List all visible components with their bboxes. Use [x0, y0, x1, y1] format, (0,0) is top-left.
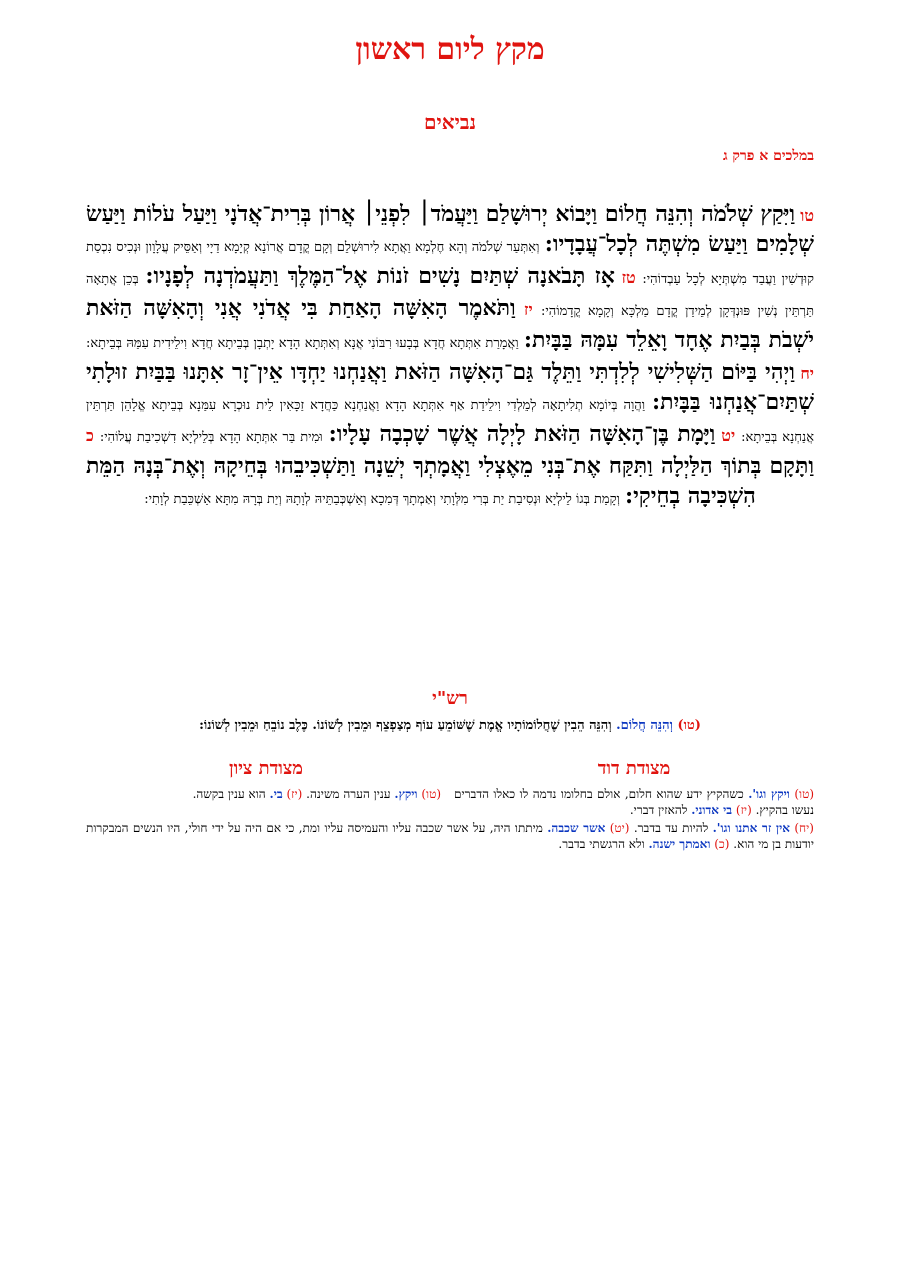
- targum-text: וַהֲוָה בְּיוֹמָא תְלִיתָאָה לְמֵלְדִי וִילֵידַת אַף אִתְּתָא הָדָא וַאֲנַחְנָא כַּחֲדָא זַכָּאִין לֵית נוּכְרָא עִמַּנָא בְּבֵיתָא אֱלָהֵן תַּרְתֵּין אֲנַחְנָא בְּבֵיתָא:: [86, 398, 815, 445]
- targum-text: וְאִתְּעַר שְׁלֹמֹה וְהָא חֶלְמָא וַאֲתָא לִירוּשְׁלֵם וְקָם קֳדָם אֲרוֹנָא קְיָמָא דַיָי וְאַסֵּיק עֲלָוָון וּנְכִיס נִכְסַת קוּדְשִׁין וַעֲבַד מִשְׁתְּיָא לְכָל עַבְדוֹהִי:: [86, 240, 814, 287]
- comment-lemma: בי אדוני.: [691, 803, 733, 817]
- metzudat-david-column: [454, 786, 814, 818]
- comment-lemma: ויקץ.: [394, 787, 418, 801]
- comment-number: (יח): [794, 821, 814, 835]
- rashi-commentary: [86, 717, 814, 733]
- targum-text: וְקָמַת בְּגוֹ לֵילְיָא וּנְסִיבַת יַת בְּרִי מִלְּוָתִי וְאַמְתָךְ דְּמִכָא וְאַשְׁכְּבַתֵּיהּ לְוָתָהּ וְיַת בְּרָהּ מִתָּא אַשְׁכֵּבַת לְוָתִי:: [144, 492, 620, 507]
- targum-text: וַאֲמָרַת אִתְּתָא חֲדָא בְּבָעוּ רִבּוֹנִי אֲנָא וְאִתְּתָא הָדָא יָתְבָן בְּבֵיתָא חֲדָא וִילֵידִית עִמַּהּ בְּבֵיתָא:: [86, 336, 519, 351]
- verse-text: אָז תָּבֹאנָה שְׁתַּיִם נָשִׁים זֹנוֹת אֶל־הַמֶּלֶךְ וַתַּעֲמֹדְנָה לְפָנָיו:: [145, 263, 615, 289]
- comment-text: להאזין דברי.: [629, 803, 688, 817]
- section-title: נביאים: [424, 110, 476, 134]
- comment-number: (טו): [794, 787, 814, 801]
- metzudat-zion-heading: מצודת ציון: [229, 758, 303, 779]
- comment-text: הוא ענין בקשה.: [192, 787, 266, 801]
- scripture-block: [86, 200, 814, 514]
- targum-text: בְּכֵן אֲתָאָה תַּרְתֵּין נְשִׁין פּוּנְדְּקָן לְמֵידַן קֳדָם מַלְכָּא וְקָמָא קֳדָמוֹהִי:: [86, 272, 814, 319]
- comment-lemma: אין זר אתנו וגו'.: [712, 821, 790, 835]
- comment-lemma: אשר שכבה.: [547, 821, 606, 835]
- verse-text: וַיָּמָת בֶּן־הָאִשָּׁה הַזֹּאת לָיְלָה אֲשֶׁר שָׁכְבָה עָלָיו:: [328, 421, 716, 447]
- comment-lemma: ואמתך ישנה.: [648, 837, 711, 851]
- comment-lemma: בי.: [269, 787, 283, 801]
- metzudat-david-heading: מצודת דוד: [597, 758, 671, 779]
- metzudat-david-continued: [86, 820, 814, 852]
- comment-text: ענין הערה משינה.: [306, 787, 391, 801]
- comment-text: להיות עד בדבר.: [633, 821, 709, 835]
- verse-text: וַתֹּאמֶר הָאִשָּׁה הָאַחַת בִּי אֲדֹנִי אֲנִי וְהָאִשָּׁה הַזֹּאת יֹשְׁבֹת בְּבַיִת אֶחָד וָאֵלֵד עִמָּהּ בַּבָּיִת:: [86, 295, 815, 353]
- targum-text: וּמִית בַּר אִתְּתָא הָדָא בְּלֵילְיָא דִשְׁכִיבַת עֲלוֹהִי:: [99, 430, 323, 445]
- verse-text: וַיְהִי בַּיּוֹם הַשְּׁלִישִׁי לְלִדְתִּי וַתֵּלֶד גַּם־הָאִשָּׁה הַזֹּאת וַאֲנַחְנוּ יַחְדָּו אֵין־זָר אִתָּנוּ בַּבַּיִת זוּלָתִי שְׁתַּיִם־אֲנַחְנוּ בַּבָּיִת:: [86, 359, 814, 415]
- verse-number: כ: [86, 426, 94, 445]
- verse-number: יז: [523, 300, 533, 319]
- comment-number: (יט): [609, 821, 630, 835]
- rashi-comment: וְהִנֵּה הֵבִין שֶׁחֲלוֹמוֹתָיו אֱמֶת שֶׁשּׁוֹמֵעַ עוֹף מְצַפְצֵף וּמֵבִין לְשׁוֹנוֹ. כֶּלֶב נוֹבֵחַ וּמֵבִין לְשׁוֹנוֹ:: [199, 718, 612, 733]
- verse-number: טז: [621, 268, 636, 287]
- comment-number: (יז): [286, 787, 303, 801]
- rashi-verse-number: (טו): [677, 718, 701, 733]
- comment-number: (טו): [421, 787, 441, 801]
- comment-number: (כ): [714, 837, 730, 851]
- verse-number: יט: [721, 426, 736, 445]
- verse-number: טו: [800, 206, 814, 225]
- metzudat-zion-column: [86, 786, 441, 802]
- verse-number: יח: [800, 364, 814, 383]
- rashi-lemma: וְהִנֵּה חֲלוֹם.: [616, 718, 673, 733]
- comment-number: (יז): [735, 803, 752, 817]
- verse-text: וַתָּקָם בְּתוֹךְ הַלַּיְלָה וַתִּקַּח אֶת־בְּנִי מֵאֶצְלִי וַאֲמָתְךָ יְשֵׁנָה וַתַּשְׁכִּיבֵהוּ בְּחֵיקָהּ וְאֶת־בְּנָהּ הַמֵּת הִשְׁכִּיבָה בְחֵיקִי:: [86, 453, 814, 509]
- comment-lemma: ויקץ וגו'.: [748, 787, 790, 801]
- comment-text: כשהקיץ ידע שהוא חלום, אולם בחלומו נדמה לו כאלו הדברים נעשו בהקיץ.: [454, 787, 814, 817]
- verse-text: וַיִּקַץ שְׁלֹמֹה וְהִנֵּה חֲלוֹם וַיָּבוֹא יְרוּשָׁלַם וַיַּעֲמֹד׀ לִפְנֵי׀ אֲרוֹן בְּרִית־אֲדֹנָי וַיַּעַל עֹלוֹת וַיַּעַשׂ שְׁלָמִים וַיַּעַשׂ מִשְׁתֶּה לְכָל־עֲבָדָיו:: [86, 201, 814, 257]
- comment-text: מיתתו היה, על אשר שכבה עליו והעמיסה עליו ומת, כי אם היה על ידי חולי, היו הנשים המבקרות יודעות בן מי הוא.: [86, 821, 814, 851]
- rashi-heading: רש"י: [432, 688, 468, 709]
- page-title: מקץ ליום ראשון: [355, 32, 545, 67]
- chapter-reference: במלכים א פרק ג: [722, 148, 814, 164]
- comment-text: ולא הרגשתי בדבר.: [558, 837, 645, 851]
